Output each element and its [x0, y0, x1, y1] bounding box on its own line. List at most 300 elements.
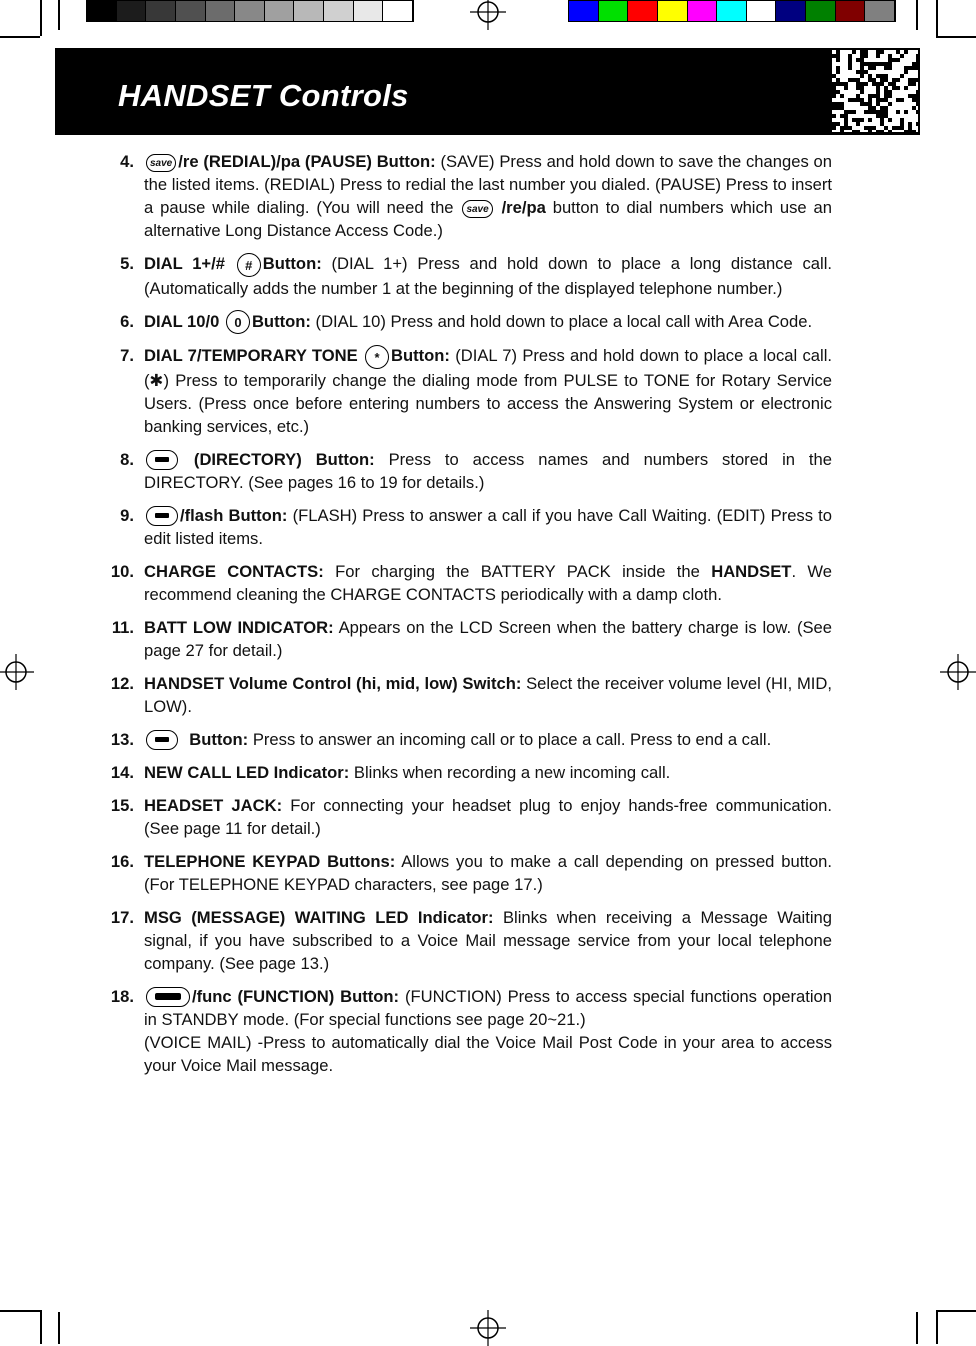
pattern-dot	[836, 66, 840, 70]
pattern-dot	[892, 126, 896, 130]
pattern-dot	[892, 78, 896, 82]
pattern-dot	[880, 106, 884, 110]
pattern-dot	[868, 94, 872, 98]
pattern-dot	[884, 90, 888, 94]
pattern-dot	[872, 106, 876, 110]
directory-key-icon	[146, 450, 178, 470]
pattern-dot	[868, 126, 872, 130]
pattern-dot	[856, 78, 860, 82]
pattern-dot	[832, 86, 836, 90]
list-item	[100, 448, 832, 494]
save-key-icon: save	[146, 154, 176, 172]
pattern-dot	[860, 54, 864, 58]
controls-list	[100, 150, 832, 1087]
pattern-dot	[836, 78, 840, 82]
pattern-dot	[872, 126, 876, 130]
color-swatch	[747, 1, 777, 21]
pattern-dot	[896, 98, 900, 102]
color-swatch	[569, 1, 599, 21]
pattern-dot	[856, 118, 860, 122]
pattern-dot	[900, 98, 904, 102]
pattern-dot	[860, 118, 864, 122]
pattern-dot	[868, 130, 872, 132]
pattern-dot	[852, 50, 856, 54]
pattern-dot	[836, 102, 840, 106]
list-item	[100, 794, 832, 840]
pattern-dot	[916, 58, 918, 62]
item-label: /re/pa	[494, 198, 546, 217]
pattern-dot	[844, 82, 848, 86]
pattern-dot	[860, 70, 864, 74]
pattern-dot	[832, 126, 836, 130]
hash-key-icon: #	[237, 253, 261, 277]
item-number: 14.	[110, 762, 134, 782]
pattern-dot	[860, 50, 864, 54]
pattern-dot	[848, 126, 852, 130]
color-swatch	[836, 1, 866, 21]
pattern-dot	[844, 126, 848, 130]
pattern-dot	[856, 94, 860, 98]
item-text: button to dial numbers which use an alternative Long Distance Access Code.)	[144, 198, 832, 240]
pattern-dot	[876, 62, 880, 66]
pattern-dot	[864, 54, 868, 58]
pattern-dot	[844, 114, 848, 118]
pattern-dot	[848, 98, 852, 102]
pattern-dot	[908, 122, 912, 126]
pattern-dot	[836, 70, 840, 74]
item-number: 8.	[120, 449, 134, 469]
pattern-dot	[904, 66, 908, 70]
pattern-dot	[884, 94, 888, 98]
pattern-dot	[888, 66, 892, 70]
pattern-dot	[832, 114, 836, 118]
pattern-dot	[848, 78, 852, 82]
pattern-dot	[840, 114, 844, 118]
pattern-dot	[864, 102, 868, 106]
pattern-dot	[880, 130, 884, 132]
pattern-dot	[852, 78, 856, 82]
pattern-dot	[880, 62, 884, 66]
item-text: Press to answer an incoming call or to place a call. Press to end a call.	[248, 729, 772, 749]
item-label: CHARGE CONTACTS:	[144, 561, 324, 581]
item-label: /flash Button:	[180, 505, 288, 525]
pattern-dot	[876, 94, 880, 98]
star-key-icon: *	[365, 345, 389, 369]
pattern-dot	[848, 58, 852, 62]
pattern-dot	[840, 94, 844, 98]
pattern-dot	[884, 126, 888, 130]
pattern-dot	[912, 130, 916, 132]
item-label: DIAL 10/0	[144, 311, 220, 331]
pattern-dot	[860, 98, 864, 102]
pattern-dot	[896, 86, 900, 90]
pattern-dot	[904, 130, 908, 132]
pattern-dot	[844, 122, 848, 126]
pattern-dot	[888, 94, 892, 98]
pattern-dot	[908, 82, 912, 86]
pattern-dot	[892, 86, 896, 90]
pattern-dot	[884, 74, 888, 78]
pattern-dot	[880, 50, 884, 54]
crop-mark	[40, 1310, 42, 1344]
color-swatch	[354, 1, 384, 21]
list-item	[100, 310, 832, 335]
pattern-dot	[916, 110, 918, 114]
pattern-dot	[868, 110, 872, 114]
pattern-dot	[908, 126, 912, 130]
item-label: Button:	[251, 311, 311, 331]
crop-mark	[916, 0, 918, 30]
edit-key-icon	[146, 506, 178, 526]
item-text: Press to access names and numbers stored in the DIRECTORY. (See pages 16 to 19 for details.)	[144, 449, 832, 492]
item-text: (FUNCTION) Press to access special functions operation in STANDBY mode. (For special functions see page 20~21.)	[144, 986, 832, 1029]
function-key-icon	[146, 987, 190, 1007]
crop-mark	[936, 1310, 938, 1344]
pattern-dot	[848, 54, 852, 58]
pattern-dot	[896, 50, 900, 54]
pattern-dot	[908, 78, 912, 82]
crop-mark	[916, 1312, 918, 1344]
pattern-dot	[860, 102, 864, 106]
pattern-dot	[836, 122, 840, 126]
pattern-dot	[860, 58, 864, 62]
pattern-dot	[844, 110, 848, 114]
list-item	[100, 728, 832, 751]
qr-pattern-icon	[832, 50, 918, 132]
pattern-dot	[856, 70, 860, 74]
pattern-dot	[900, 54, 904, 58]
item-number: 16.	[110, 851, 134, 871]
color-swatch	[688, 1, 718, 21]
pattern-dot	[888, 82, 892, 86]
pattern-dot	[852, 98, 856, 102]
pattern-dot	[868, 118, 872, 122]
pattern-dot	[860, 66, 864, 70]
color-swatch	[294, 1, 324, 21]
pattern-dot	[888, 90, 892, 94]
item-label: DIAL 1+/#	[144, 254, 225, 273]
pattern-dot	[904, 110, 908, 114]
item-number: 18.	[110, 986, 134, 1006]
pattern-dot	[856, 130, 860, 132]
pattern-dot	[868, 74, 872, 78]
pattern-dot	[840, 126, 844, 130]
pattern-dot	[856, 122, 860, 126]
pattern-dot	[852, 118, 856, 122]
item-label: HANDSET	[711, 561, 792, 581]
pattern-dot	[832, 74, 836, 78]
save-key-icon: save	[462, 200, 492, 218]
color-swatch	[146, 1, 176, 21]
item-number: 6.	[120, 311, 134, 331]
crop-mark	[0, 36, 40, 38]
pattern-dot	[832, 102, 836, 106]
list-item	[100, 672, 832, 718]
pattern-dot	[880, 118, 884, 122]
pattern-dot	[916, 122, 918, 126]
color-swatch	[383, 1, 413, 21]
pattern-dot	[832, 90, 836, 94]
pattern-dot	[880, 122, 884, 126]
pattern-dot	[912, 82, 916, 86]
pattern-dot	[876, 50, 880, 54]
page-title: HANDSET Controls	[118, 78, 409, 113]
color-swatch	[806, 1, 836, 21]
color-swatch	[776, 1, 806, 21]
pattern-dot	[840, 82, 844, 86]
pattern-dot	[860, 62, 864, 66]
pattern-dot	[876, 102, 880, 106]
pattern-dot	[832, 106, 836, 110]
item-text: Appears on the LCD Screen when the battery charge is low. (See page 27 for detail.)	[144, 617, 833, 660]
talk-key-icon	[146, 730, 178, 750]
color-swatch	[265, 1, 295, 21]
pattern-dot	[900, 118, 904, 122]
color-swatch	[235, 1, 265, 21]
pattern-dot	[836, 82, 840, 86]
list-item	[100, 850, 832, 896]
item-number: 17.	[110, 907, 134, 927]
pattern-dot	[888, 130, 892, 132]
registration-crosshair-icon	[470, 1310, 506, 1346]
pattern-dot	[900, 74, 904, 78]
zero-key-icon: 0	[226, 310, 250, 334]
pattern-dot	[860, 74, 864, 78]
color-swatch	[206, 1, 236, 21]
pattern-dot	[884, 62, 888, 66]
pattern-dot	[916, 62, 918, 66]
item-number: 10.	[110, 561, 134, 581]
pattern-dot	[856, 58, 860, 62]
pattern-dot	[892, 82, 896, 86]
pattern-dot	[836, 58, 840, 62]
pattern-dot	[868, 102, 872, 106]
pattern-dot	[876, 114, 880, 118]
list-item	[100, 150, 832, 242]
color-swatch	[176, 1, 206, 21]
pattern-dot	[848, 110, 852, 114]
item-label: (DIRECTORY) Button:	[193, 449, 375, 469]
pattern-dot	[912, 66, 916, 70]
item-number: 15.	[110, 795, 134, 815]
pattern-dot	[876, 86, 880, 90]
pattern-dot	[912, 78, 916, 82]
color-swatch	[865, 1, 895, 21]
pattern-dot	[916, 90, 918, 94]
pattern-dot	[876, 54, 880, 58]
grayscale-calibration-bar	[86, 0, 414, 22]
pattern-dot	[884, 86, 888, 90]
pattern-dot	[888, 62, 892, 66]
pattern-dot	[876, 110, 880, 114]
pattern-dot	[904, 70, 908, 74]
asterisk-symbol: ✱	[149, 370, 164, 390]
pattern-dot	[880, 78, 884, 82]
pattern-dot	[832, 94, 836, 98]
pattern-dot	[868, 62, 872, 66]
pattern-dot	[884, 114, 888, 118]
item-label: /re (REDIAL)/pa (PAUSE) Button:	[178, 152, 436, 171]
color-swatch	[117, 1, 147, 21]
pattern-dot	[832, 122, 836, 126]
pattern-dot	[884, 106, 888, 110]
item-number: 5.	[120, 254, 134, 273]
pattern-dot	[912, 62, 916, 66]
item-label: TELEPHONE KEYPAD Buttons:	[144, 851, 396, 871]
pattern-dot	[856, 86, 860, 90]
item-label: NEW CALL LED Indicator:	[144, 762, 350, 782]
pattern-dot	[912, 94, 916, 98]
pattern-dot	[904, 86, 908, 90]
pattern-dot	[868, 106, 872, 110]
pattern-dot	[868, 66, 872, 70]
pattern-dot	[864, 50, 868, 54]
color-swatch	[658, 1, 688, 21]
crop-mark	[40, 0, 42, 36]
pattern-dot	[872, 62, 876, 66]
crop-mark	[58, 0, 60, 30]
pattern-dot	[872, 110, 876, 114]
item-number: 9.	[120, 505, 134, 525]
pattern-dot	[868, 98, 872, 102]
pattern-dot	[856, 98, 860, 102]
pattern-dot	[840, 106, 844, 110]
pattern-dot	[892, 58, 896, 62]
crop-mark	[936, 0, 938, 36]
item-label: BATT LOW INDICATOR:	[144, 617, 334, 637]
pattern-dot	[848, 62, 852, 66]
pattern-dot	[880, 110, 884, 114]
item-text: . We recommend cleaning the CHARGE CONTACTS periodically with a damp cloth.	[144, 561, 832, 604]
pattern-dot	[880, 82, 884, 86]
color-calibration-bar	[568, 0, 896, 22]
item-text: Allows you to make a call depending on pressed button. (For TELEPHONE KEYPAD characters, see page 17.)	[144, 851, 833, 894]
pattern-dot	[864, 70, 868, 74]
pattern-dot	[872, 78, 876, 82]
registration-crosshair-icon	[940, 654, 976, 690]
pattern-dot	[848, 66, 852, 70]
item-text: (VOICE MAIL) -Press to automatically dial the Voice Mail Post Code in your area to access your Voice Mail message.	[144, 1032, 832, 1075]
pattern-dot	[912, 106, 916, 110]
pattern-dot	[912, 98, 916, 102]
pattern-dot	[884, 78, 888, 82]
item-text: Blinks when recording a new incoming call.	[349, 762, 671, 782]
pattern-dot	[872, 66, 876, 70]
item-label: HEADSET JACK:	[144, 795, 283, 815]
pattern-dot	[896, 126, 900, 130]
pattern-dot	[888, 118, 892, 122]
color-swatch	[717, 1, 747, 21]
pattern-dot	[832, 54, 836, 58]
list-item	[100, 906, 832, 975]
item-label: Button:	[262, 254, 322, 273]
pattern-dot	[864, 110, 868, 114]
pattern-dot	[860, 82, 864, 86]
item-label: /func (FUNCTION) Button:	[192, 986, 400, 1006]
item-label: Button:	[390, 346, 450, 366]
pattern-dot	[876, 98, 880, 102]
crop-mark	[58, 1312, 60, 1344]
pattern-dot	[916, 54, 918, 58]
pattern-dot	[872, 82, 876, 86]
item-label: DIAL 7/TEMPORARY TONE	[144, 346, 358, 366]
crop-mark	[0, 1310, 40, 1312]
item-text: For connecting your headset plug to enjoy hands-free communication. (See page 11 for detail.)	[144, 795, 832, 838]
pattern-dot	[832, 82, 836, 86]
pattern-dot	[836, 50, 840, 54]
pattern-dot	[868, 78, 872, 82]
pattern-dot	[876, 74, 880, 78]
item-number: 4.	[120, 152, 134, 171]
item-number: 11.	[111, 617, 134, 637]
item-text: (DIAL 7) Press and hold down to place a local call. (	[144, 346, 832, 390]
list-item	[100, 761, 832, 784]
pattern-dot	[852, 110, 856, 114]
item-number: 13.	[110, 729, 134, 749]
item-number: 7.	[120, 346, 134, 366]
pattern-dot	[844, 86, 848, 90]
pattern-dot	[916, 66, 918, 70]
pattern-dot	[908, 66, 912, 70]
list-item	[100, 616, 832, 662]
list-item	[100, 504, 832, 550]
pattern-dot	[840, 102, 844, 106]
item-number: 12.	[110, 673, 134, 693]
item-label: MSG (MESSAGE) WAITING LED Indicator:	[144, 907, 494, 927]
pattern-dot	[916, 102, 918, 106]
item-text: (DIAL 10) Press and hold down to place a local call with Area Code.	[310, 311, 813, 331]
pattern-dot	[856, 82, 860, 86]
pattern-dot	[916, 98, 918, 102]
pattern-dot	[852, 130, 856, 132]
registration-crosshair-icon	[0, 654, 34, 690]
pattern-dot	[880, 114, 884, 118]
pattern-dot	[900, 126, 904, 130]
pattern-dot	[888, 102, 892, 106]
crop-mark	[936, 1310, 976, 1312]
color-swatch	[628, 1, 658, 21]
pattern-dot	[836, 106, 840, 110]
item-text: (FLASH) Press to answer a call if you have Call Waiting. (EDIT) Press to edit listed items.	[144, 505, 832, 548]
pattern-dot	[876, 130, 880, 132]
item-text: ) Press to temporarily change the dialing mode from PULSE to TONE for Rotary Service Users. (Press once before entering numbers to access the Answering System or electronic banking services, etc.)	[144, 370, 832, 436]
item-text: (DIAL 1+) Press and hold down to place a long distance call. (Automatically adds the number 1 at the beginning of the displayed telephone number.)	[144, 254, 832, 298]
pattern-dot	[860, 86, 864, 90]
list-item	[100, 252, 832, 300]
pattern-dot	[880, 74, 884, 78]
list-item	[100, 560, 832, 606]
pattern-dot	[872, 94, 876, 98]
pattern-dot	[864, 62, 868, 66]
color-swatch	[87, 1, 117, 21]
pattern-dot	[844, 118, 848, 122]
pattern-dot	[916, 78, 918, 82]
item-text: (SAVE) Press and hold down to save the changes on the listed items. (REDIAL) Press to redial the last number you dialed. (PAUSE) Press to insert a pause while dialing. (You will need the	[144, 152, 832, 217]
pattern-dot	[864, 82, 868, 86]
item-label: HANDSET Volume Control (hi, mid, low) Switch:	[144, 673, 522, 693]
pattern-dot	[908, 94, 912, 98]
pattern-dot	[876, 82, 880, 86]
pattern-dot	[876, 90, 880, 94]
color-swatch	[599, 1, 629, 21]
item-text: Blinks when receiving a Message Waiting signal, if you have subscribed to a Voice Mail message service from your local telephone company. (See page 13.)	[144, 907, 832, 973]
color-swatch	[324, 1, 354, 21]
pattern-dot	[888, 54, 892, 58]
pattern-dot	[840, 130, 844, 132]
registration-crosshair-icon	[470, 0, 506, 30]
pattern-dot	[904, 50, 908, 54]
list-item	[100, 344, 832, 438]
